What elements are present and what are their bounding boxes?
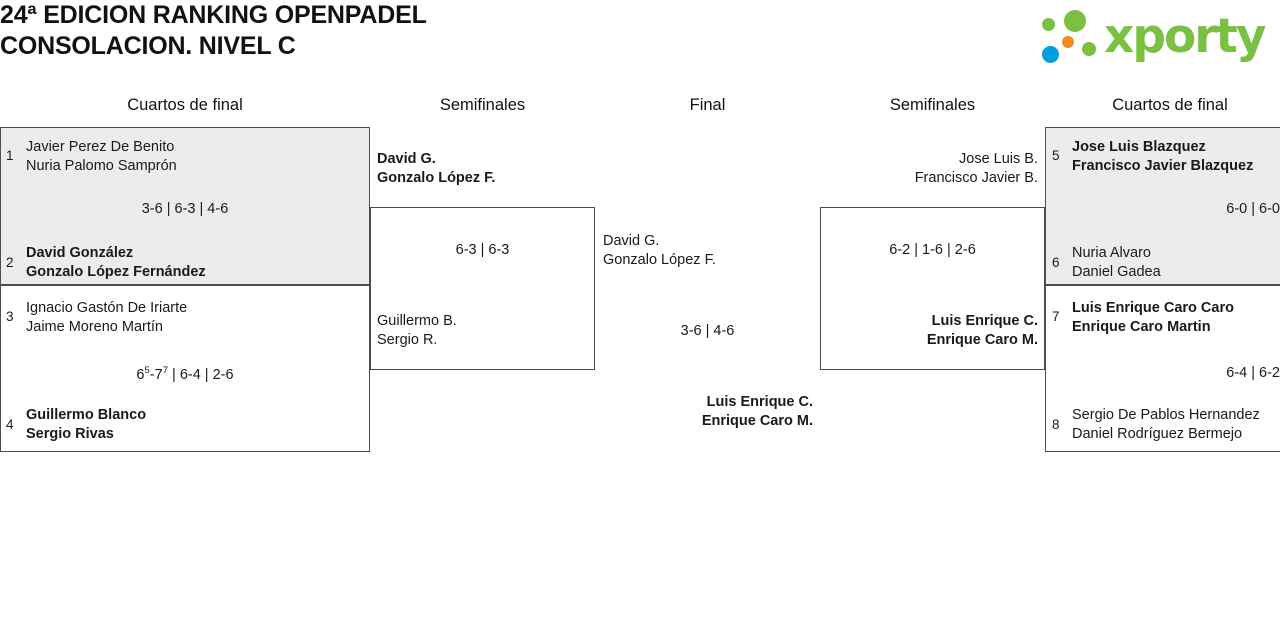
team-player-2: Enrique Caro M. xyxy=(926,332,1038,348)
team-right-qf-1-top xyxy=(1072,138,1253,176)
team-player-1: Luis Enrique C. xyxy=(706,394,813,410)
team-player-1: Luis Enrique Caro Caro xyxy=(1072,300,1234,316)
team-player-2: Francisco Javier Blazquez xyxy=(1072,158,1254,174)
team-player-2: Enrique Caro M. xyxy=(701,413,813,429)
seed-number-5: 5 xyxy=(1052,148,1060,163)
team-player-1: Sergio De Pablos Hernandez xyxy=(1072,407,1260,423)
team-player-1: Jose Luis B. xyxy=(959,151,1038,167)
team-player-1: Luis Enrique C. xyxy=(931,313,1038,329)
team-player-2: Gonzalo López F. xyxy=(377,170,496,186)
team-player-2: Daniel Rodríguez Bermejo xyxy=(1072,426,1243,442)
round-header-qf-right: Cuartos de final xyxy=(1112,96,1228,114)
logo-dot-blue xyxy=(1042,46,1059,63)
team-left-qf-1-bottom xyxy=(26,244,206,282)
team-right-qf-2-bottom xyxy=(1072,406,1260,444)
team-final-right xyxy=(595,393,813,431)
team-player-2: Enrique Caro Martin xyxy=(1072,319,1211,335)
team-player-1: David G. xyxy=(377,151,436,167)
team-player-1: Nuria Alvaro xyxy=(1072,245,1151,261)
team-player-1: Javier Perez De Benito xyxy=(26,139,175,155)
team-player-1: Jose Luis Blazquez xyxy=(1072,139,1206,155)
team-right-sf-bottom xyxy=(820,312,1038,350)
team-right-sf-top xyxy=(820,150,1038,188)
score-left-sf: 6-3 | 6-3 xyxy=(455,242,510,258)
seed-number-3: 3 xyxy=(6,309,14,324)
team-player-2: Gonzalo López F. xyxy=(603,252,716,268)
team-player-2: Francisco Javier B. xyxy=(914,170,1038,186)
score-right-qf-2: 6-4 | 6-2 xyxy=(1226,365,1280,381)
round-header-sf-right: Semifinales xyxy=(889,96,976,114)
score-final: 3-6 | 4-6 xyxy=(680,323,735,339)
logo-dot-green-mid xyxy=(1082,42,1096,56)
page-title-line-2: CONSOLACION. NIVEL C xyxy=(0,32,296,60)
page-title-line-1: 24ª EDICION RANKING OPENPADEL xyxy=(0,1,427,29)
score-left-qf-2 xyxy=(0,365,370,383)
logo-wordmark: xporty xyxy=(1104,9,1265,64)
team-player-1: Ignacio Gastón De Iriarte xyxy=(26,300,188,316)
team-left-qf-2-bottom xyxy=(26,406,146,444)
team-player-2: Daniel Gadea xyxy=(1072,264,1161,280)
score-part-rest: | 6-4 | 2-6 xyxy=(168,366,234,383)
page-title xyxy=(0,0,700,62)
score-part-a: 6 xyxy=(136,366,145,383)
team-right-qf-1-bottom xyxy=(1072,244,1161,282)
team-left-sf-top xyxy=(377,150,495,188)
seed-number-2: 2 xyxy=(6,255,14,270)
score-right-sf: 6-2 | 1-6 | 2-6 xyxy=(889,242,976,258)
seed-number-8: 8 xyxy=(1052,417,1060,432)
round-header-final: Final xyxy=(689,96,726,114)
round-header-qf-left: Cuartos de final xyxy=(127,96,243,114)
round-header-sf-left: Semifinales xyxy=(439,96,526,114)
team-player-2: Gonzalo López Fernández xyxy=(26,264,206,280)
team-final-left xyxy=(603,232,716,270)
logo-dot-orange xyxy=(1062,36,1074,48)
score-right-qf-1: 6-0 | 6-0 xyxy=(1226,201,1280,217)
seed-number-7: 7 xyxy=(1052,309,1060,324)
team-left-qf-1-top xyxy=(26,138,177,176)
team-right-qf-2-top xyxy=(1072,299,1234,337)
score-left-qf-1: 3-6 | 6-3 | 4-6 xyxy=(141,201,229,217)
xporty-logo xyxy=(1042,6,1272,68)
logo-dot-green-small xyxy=(1042,18,1055,31)
score-part-b: -7 xyxy=(149,366,163,383)
team-player-1: David G. xyxy=(603,233,660,249)
score-tiebreak-b: 7 xyxy=(162,365,168,376)
seed-number-6: 6 xyxy=(1052,255,1060,270)
seed-number-1: 1 xyxy=(6,148,14,163)
team-left-sf-bottom xyxy=(377,312,457,350)
logo-dot-green-large xyxy=(1064,10,1086,32)
team-player-1: Guillermo B. xyxy=(377,313,457,329)
seed-number-4: 4 xyxy=(6,417,14,432)
team-left-qf-2-top xyxy=(26,299,187,337)
team-player-2: Sergio R. xyxy=(377,332,438,348)
team-player-1: Guillermo Blanco xyxy=(26,407,147,423)
score-tiebreak-a: 5 xyxy=(144,365,150,376)
team-player-2: Sergio Rivas xyxy=(26,426,114,442)
team-player-2: Nuria Palomo Samprón xyxy=(26,158,177,174)
team-player-1: David González xyxy=(26,245,134,261)
team-player-2: Jaime Moreno Martín xyxy=(26,319,163,335)
